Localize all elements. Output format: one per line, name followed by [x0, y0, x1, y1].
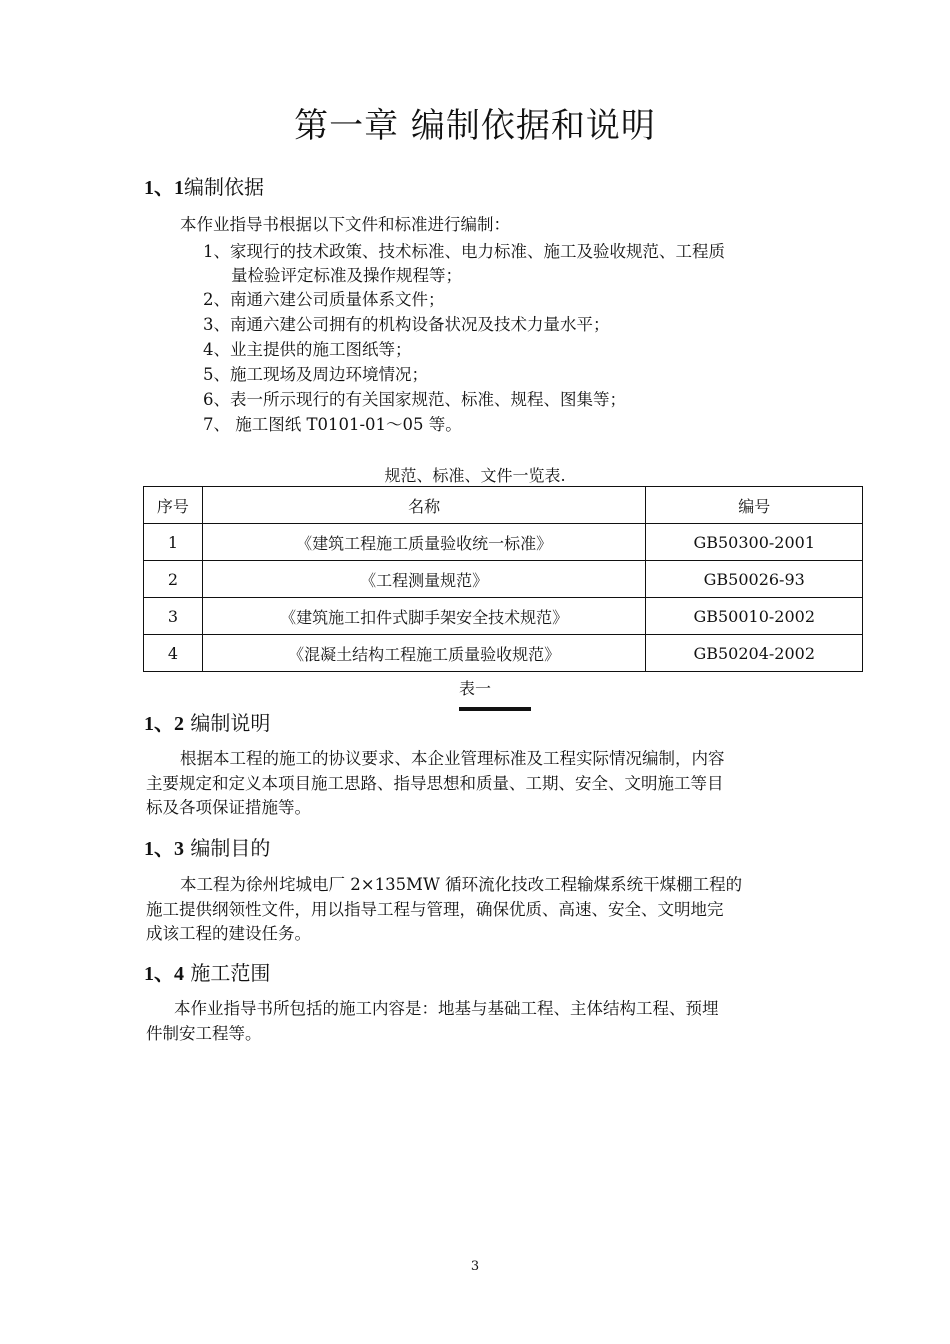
table-cell-code: GB50026-93: [646, 561, 863, 598]
table-note-underline: [459, 707, 531, 711]
table-cell-code: GB50300-2001: [646, 524, 863, 561]
basis-item: 5、施工现场及周边环境情况；: [203, 365, 428, 384]
table-cell-index: 3: [144, 598, 203, 635]
section-title: 编制说明: [184, 711, 271, 735]
chapter-title: 第一章 编制依据和说明: [294, 106, 656, 146]
section-title: 施工范围: [184, 961, 271, 985]
table-header-row: [144, 487, 863, 524]
table-cell-name: 《建筑施工扣件式脚手架安全技术规范》: [202, 598, 646, 635]
section-number: 1、2: [144, 713, 184, 735]
basis-item: 6、表一所示现行的有关国家规范、标准、规程、图集等；: [203, 390, 626, 409]
table-header-cell: 名称: [202, 487, 646, 524]
table-caption: 规范、标准、文件一览表.: [384, 466, 566, 485]
basis-item-continuation: 量检验评定标准及操作规程等；: [231, 266, 462, 285]
basis-item: 7、 施工图纸 T0101-01～05 等。: [203, 415, 462, 434]
table-header-cell: 序号: [144, 487, 203, 524]
scope-paragraph: [146, 997, 810, 1046]
table-note: 表一: [458, 679, 491, 698]
basis-item: 1、家现行的技术政策、技术标准、电力标准、施工及验收规范、工程质: [203, 242, 725, 261]
section-title: 编制目的: [184, 836, 271, 860]
explanation-paragraph: [146, 747, 810, 821]
paragraph-line: 本作业指导书所包括的施工内容是：地基与基础工程、主体结构工程、预埋: [174, 999, 719, 1018]
section-heading-1-3: [144, 832, 270, 861]
table-cell-name: 《工程测量规范》: [202, 561, 646, 598]
table-cell-name: 《混凝土结构工程施工质量验收规范》: [202, 635, 646, 672]
basis-item: 2、南通六建公司质量体系文件；: [203, 290, 445, 309]
purpose-paragraph: [146, 873, 810, 947]
table-row: [144, 524, 863, 561]
table-row: [144, 635, 863, 672]
section-heading-1-1: [144, 171, 264, 200]
table-cell-index: 4: [144, 635, 203, 672]
page-number: 3: [470, 1259, 480, 1274]
table-cell-code: GB50204-2002: [646, 635, 863, 672]
section-number: 1、1: [144, 177, 184, 199]
paragraph-line: 标及各项保证措施等。: [146, 798, 311, 817]
table-cell-name: 《建筑工程施工质量验收统一标准》: [202, 524, 646, 561]
section-heading-1-4: [144, 957, 270, 986]
table-row: [144, 561, 863, 598]
paragraph-line: 主要规定和定义本项目施工思路、指导思想和质量、工期、安全、文明施工等目: [146, 773, 724, 793]
paragraph-line: 本工程为徐州垞城电厂 2×135MW 循环流化技改工程输煤系统干煤棚工程的: [180, 875, 743, 894]
table-cell-index: 2: [144, 561, 203, 598]
basis-item: 3、南通六建公司拥有的机构设备状况及技术力量水平；: [203, 315, 610, 334]
table-cell-code: GB50010-2002: [646, 598, 863, 635]
table-header-cell: 编号: [646, 487, 863, 524]
paragraph-line: 施工提供纲领性文件，用以指导工程与管理，确保优质、高速、安全、文明地完: [146, 899, 724, 919]
section-title: 编制依据: [184, 175, 264, 199]
basis-item: 4、业主提供的施工图纸等；: [203, 340, 412, 359]
section-number: 1、3: [144, 838, 184, 860]
standards-table: [143, 486, 863, 672]
table-cell-index: 1: [144, 524, 203, 561]
table-row: [144, 598, 863, 635]
paragraph-line: 件制安工程等。: [146, 1023, 262, 1043]
section-number: 1、4: [144, 963, 184, 985]
paragraph-line: 成该工程的建设任务。: [146, 924, 311, 943]
section-heading-1-2: [144, 707, 270, 736]
paragraph-line: 根据本工程的施工的协议要求、本企业管理标准及工程实际情况编制，内容: [180, 749, 725, 768]
basis-intro: 本作业指导书根据以下文件和标准进行编制：: [180, 215, 510, 234]
